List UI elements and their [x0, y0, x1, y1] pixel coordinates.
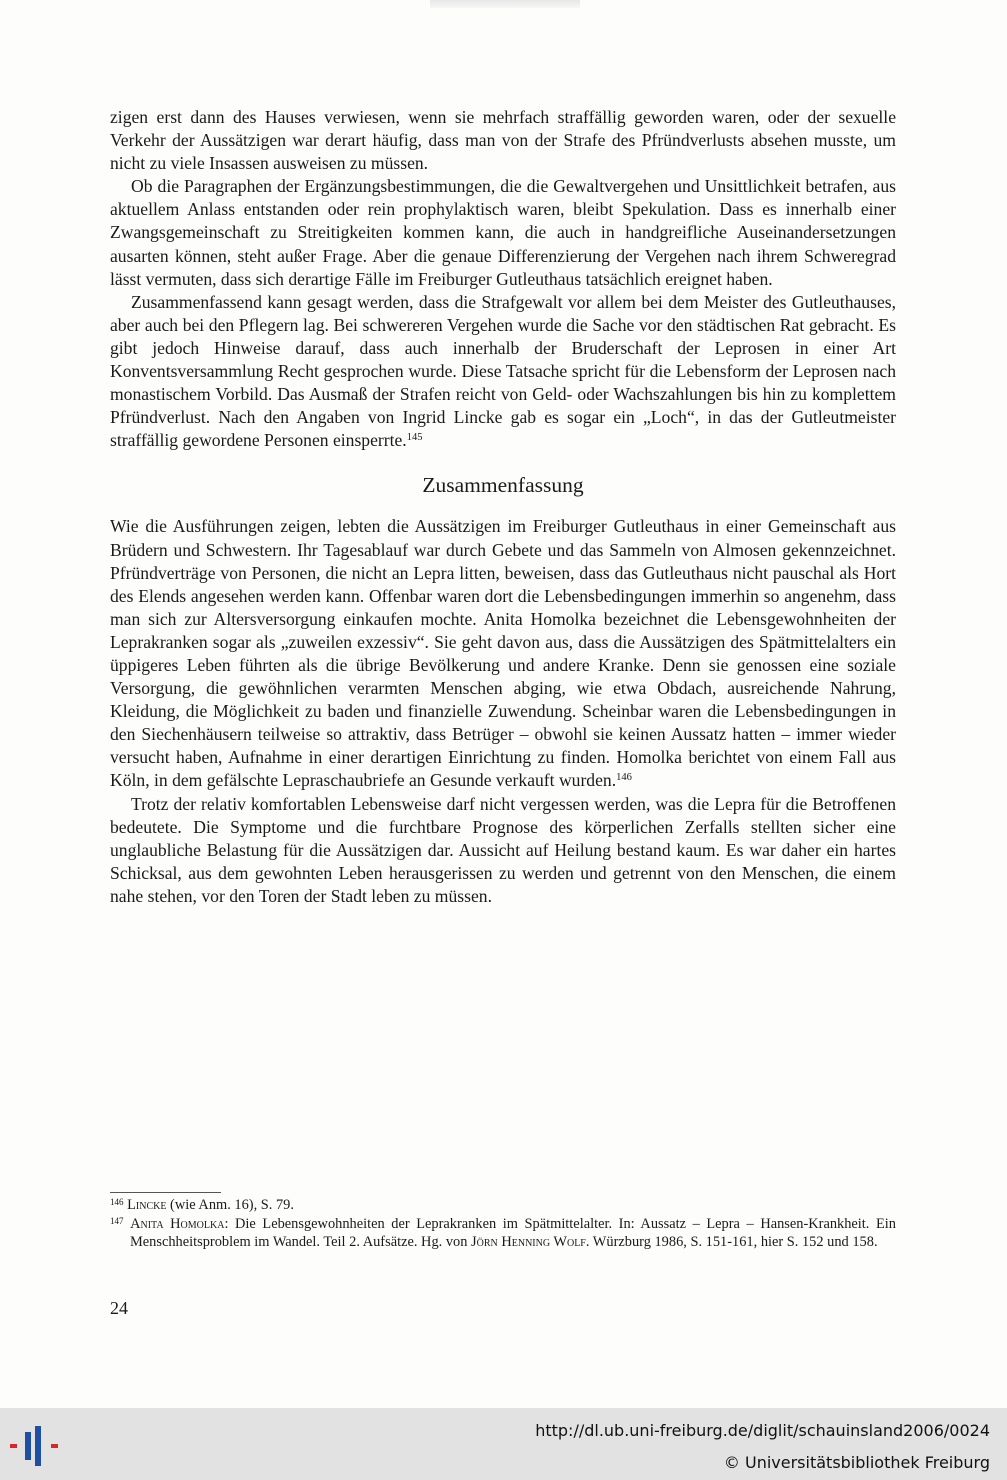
page-number: 24: [110, 1298, 128, 1318]
footnote-146: [110, 1196, 896, 1215]
footnote-147: [110, 1215, 896, 1252]
footnote-author: Anita Homolka: [130, 1215, 225, 1232]
paragraph-5: Trotz der relativ komfortablen Lebensweise darf nicht vergessen werden, was die Lepra für die Betroffenen bedeutete. Die Symptome und die furchtbare Prognose des körperlichen Zerfalls stellten sicher eine unglaubliche Belastung für die Aussätzigen dar. Aussicht auf Heilung bestand kaum. Es war daher ein hartes Schicksal, aus dem gewohnten Leben herausgerissen zu werden und getrennt von den Menschen, die einem nahe stehen, vor den Toren der Stadt leben zu müssen.: [110, 793, 896, 906]
footnote-divider: [110, 1192, 221, 1193]
footnote-number: 147: [110, 1215, 124, 1226]
copyright-notice: © Universitätsbibliothek Freiburg: [723, 1453, 990, 1472]
section-heading: Zusammenfassung: [422, 473, 584, 498]
paragraph-2: Ob die Paragraphen der Ergänzungsbestimmungen, die die Gewaltvergehen und Unsittlichkeit betrafen, aus aktuellem Anlass entstanden oder rein prophylaktisch waren, bleibt Spekulation. Dass es innerhalb einer Zwangsgemeinschaft zu Streitigkeiten kommen kann, die auch in handgreifliche Auseinandersetzungen ausarten können, steht außer Frage. Aber die genaue Differenzierung der Vergehen nach ihrem Schweregrad lässt vermuten, dass sich derartige Fälle im Freiburger Gutleuthaus tatsächlich ereignet haben.: [110, 176, 896, 289]
library-footer: [0, 1408, 1007, 1480]
footnote-number: 146: [110, 1197, 124, 1207]
footnote-ref-146[interactable]: 146: [616, 772, 632, 784]
paragraph-4: [110, 515, 896, 792]
footnote-ref-145[interactable]: 145: [406, 432, 423, 444]
paragraph-3: [110, 291, 896, 453]
running-head-residue: [430, 0, 580, 8]
paragraph-3-text: Zusammenfassend kann gesagt werden, dass die Strafgewalt vor allem bei dem Meister des Gutleuthauses, aber auch bei den Pflegern lag. Bei schwereren Vergehen wurde die Sache vor den städtischen Rat gebracht. Es gibt jedoch Hinweise darauf, dass auch innerhalb der Bruderschaft der Leprosen in einer Art Konventsversammlung Recht gesprochen wurde. Diese Tatsache spricht für die Lebensform der Leprosen nach monastischem Vorbild. Das Ausmaß der Strafen reicht von Geld- oder Wachszahlungen bis hin zu komplettem Pfründverlust. Nach den Angaben von Ingrid Lincke gab es sogar ein „Loch“, in das der Gutleutmeister straffällig gewordene Personen einsperrte.: [110, 291, 896, 451]
paragraph-4-text: Wie die Ausführungen zeigen, lebten die Aussätzigen im Freiburger Gutleuthaus in einer Gemeinschaft aus Brüdern und Schwestern. Ihr Tagesablauf war durch Gebete und das Sammeln von Almosen gekennzeichnet. Pfründverträge von Personen, die nicht an Lepra litten, beweisen, dass das Gutleuthaus nicht pauschal als Hort des Elends angesehen werden kann. Offenbar waren dort die Lebensbedingungen immerhin so angenehm, dass man sich zur Altersversorgung einkaufen mochte. Anita Homolka bezeichnet die Lebensgewohnheiten der Leprakranken sogar als „zuweilen exzessiv“. Sie geht davon aus, dass die Aussätzigen des Spätmittelalters ein üppigeres Leben führten als die übrige Bevölkerung und andere Kranke. Denn sie genossen eine soziale Versorgung, die gewöhnlichen verarmten Menschen abging, wie etwa Obdach, ausreichende Nahrung, Kleidung, die Möglichkeit zu baden und finanzielle Zuwendung. Scheinbar waren die Lebensbedingungen in den Siechenhäusern teilweise so attraktiv, dass Betrüger – obwohl sie keinen Aussatz hatten – immer wieder versucht haben, Aufnahme in einer derartigen Einrichtung zu finden. Homolka berichtet von einem Fall aus Köln, in dem gefälschte Lepraschaubriefe an Gesunde verkauft wurden.: [110, 516, 896, 791]
main-text: [110, 106, 896, 908]
footnote-text: (wie Anm. 16), S. 79.: [166, 1197, 294, 1213]
ub-freiburg-logo-icon: [8, 1422, 64, 1470]
footnote-tail: . Würzburg 1986, S. 151-161, hier S. 152 und 158.: [585, 1234, 878, 1251]
footnotes: [110, 1196, 896, 1252]
paragraph-1: zigen erst dann des Hauses verwiesen, wenn sie mehrfach straffällig geworden waren, oder der sexuelle Verkehr der Aussätzigen war derart häufig, dass man von der Strafe des Pfründverlusts absehen musste, um nicht zu viele Insassen ausweisen zu müssen.: [110, 107, 896, 174]
permalink-url[interactable]: http://dl.ub.uni-freiburg.de/diglit/schauinsland2006/0024: [535, 1421, 990, 1440]
footnote-author: Lincke: [127, 1197, 167, 1213]
footnote-text: : Die Lebensgewohnheiten der Leprakranken im Spätmittelalter. In: Aussatz – Lepra – Hansen-Krankheit. Ein Menschheitsproblem im Wandel. Teil 2. Aufsätze. Hg. von: [130, 1215, 896, 1251]
footnote-editor: Jörn Henning Wolf: [471, 1234, 586, 1251]
